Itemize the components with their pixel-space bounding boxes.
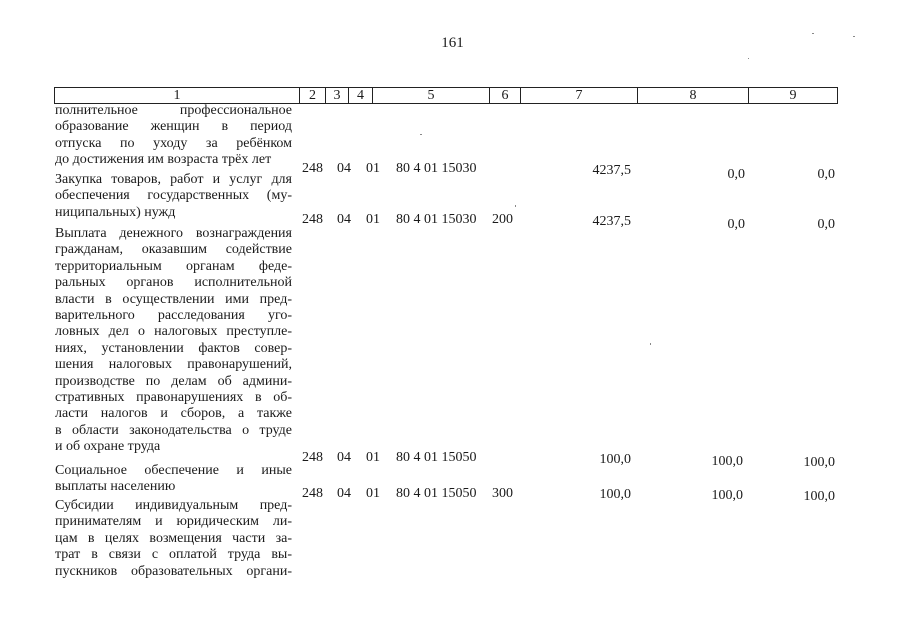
description-line: выплаты населению [55,479,176,495]
scan-speck [650,343,651,345]
table-row-description [55,103,292,169]
cell-col-8: 100,0 [711,454,743,469]
description-line: в области законодательства о труде [55,422,292,438]
description-line: стративных правонарушениях в об- [55,389,292,405]
header-col-6: 6 [489,88,520,103]
cell-col-9: 100,0 [803,455,835,470]
cell-col-5: 80 4 01 15030 [396,212,477,227]
header-col-5: 5 [372,88,489,103]
page-number: 161 [441,35,464,51]
description-line: обеспечения государственных (му- [55,188,292,204]
scan-speck [853,36,855,37]
header-col-4: 4 [348,88,372,103]
cell-col-7: 4237,5 [592,163,631,178]
description-line: ласти налогов и сборов, а также [55,406,292,422]
cell-col-5: 80 4 01 15050 [396,486,477,501]
cell-col-2: 248 [302,486,323,501]
cell-col-8: 100,0 [711,488,743,503]
description-line: отпуска по уходу за ребёнком [55,135,292,151]
scan-speck [515,205,516,207]
cell-col-2: 248 [302,450,323,465]
cell-col-6: 200 [492,212,513,227]
cell-col-9: 0,0 [817,217,835,232]
cell-col-9: 0,0 [817,167,835,182]
description-line: и об охране труда [55,439,161,455]
description-line: шения налоговых правонарушений, [55,357,292,373]
header-col-1: 1 [173,88,181,103]
description-line: Выплата денежного вознаграждения [55,226,292,241]
description-line: ральных органов исполнительной [55,275,292,291]
header-col-9: 9 [748,88,837,103]
description-line: ниях, установлении фактов совер- [55,340,292,356]
description-line: территориальным органам феде- [55,258,292,274]
cell-col-8: 0,0 [727,167,745,182]
header-col-7: 7 [520,88,637,103]
header-col-2: 2 [299,88,325,103]
cell-col-2: 248 [302,161,323,176]
cell-col-4: 01 [366,161,380,176]
cell-col-5: 80 4 01 15050 [396,450,477,465]
description-line: Социальное обеспечение и иные [55,463,292,478]
table-row-description [55,498,292,580]
description-line: ловных дел о налоговых преступле- [55,324,292,340]
description-line: трат в связи с оплатой труда вы- [55,547,292,563]
description-line: принимателям и юридическим ли- [55,514,292,530]
description-line: производстве по делам об админи- [55,373,292,389]
description-line: власти в осуществлении ими пред- [55,291,292,307]
table-row-description [55,226,292,455]
cell-col-3: 04 [337,212,351,227]
cell-col-8: 0,0 [727,217,745,232]
cell-col-3: 04 [337,486,351,501]
description-line: ниципальных) нужд [55,204,176,220]
table-header [54,87,838,104]
description-line: образование женщин в период [55,119,292,135]
cell-col-3: 04 [337,161,351,176]
cell-col-7: 100,0 [599,487,631,502]
description-line: варительного расследования уго- [55,307,292,323]
cell-col-4: 01 [366,212,380,227]
header-col-8: 8 [637,88,748,103]
cell-col-6: 300 [492,486,513,501]
description-line: Субсидии индивидуальным пред- [55,498,292,513]
cell-col-7: 4237,5 [592,214,631,229]
description-line: цам в целях возмещения части за- [55,530,292,546]
scan-speck [812,33,814,34]
header-col-3: 3 [325,88,348,103]
cell-col-7: 100,0 [599,452,631,467]
scan-speck [748,58,749,59]
table-row-description [55,463,292,496]
description-line: гражданам, оказавшим содействие [55,242,292,258]
cell-col-4: 01 [366,450,380,465]
cell-col-9: 100,0 [803,489,835,504]
scan-speck [420,134,422,135]
cell-col-5: 80 4 01 15030 [396,161,477,176]
description-line: Закупка товаров, работ и услуг для [55,172,292,187]
cell-col-2: 248 [302,212,323,227]
cell-col-4: 01 [366,486,380,501]
description-line: пускников образовательных органи- [55,563,292,579]
description-line: полнительное профессиональное [55,103,292,118]
table-row-description [55,172,292,221]
description-line: до достижения им возраста трёх лет [55,152,272,168]
cell-col-3: 04 [337,450,351,465]
